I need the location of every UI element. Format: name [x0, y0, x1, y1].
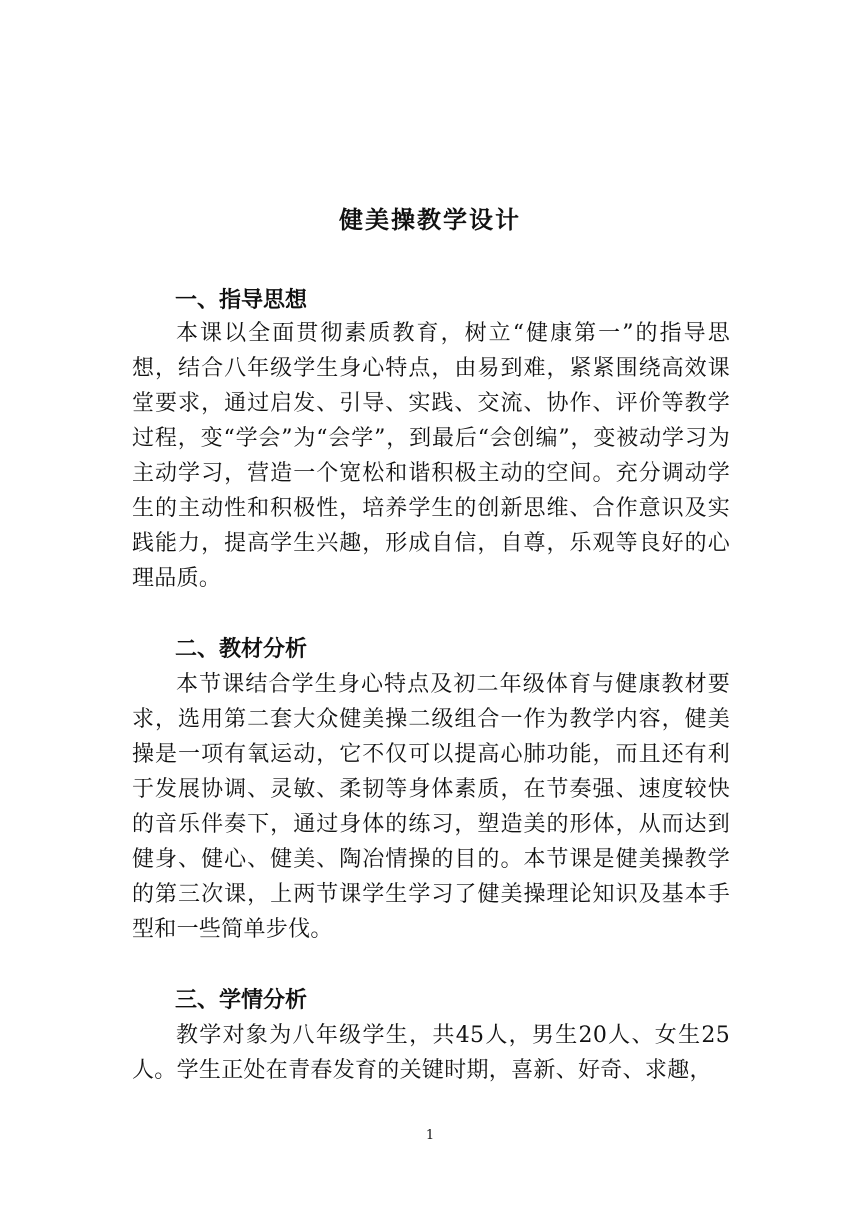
- section-heading-student-analysis: 三、学情分析: [175, 988, 308, 1013]
- section-heading-guiding-ideology: 一、指导思想: [175, 288, 308, 313]
- document-title: 健美操教学设计: [339, 206, 521, 234]
- section-paragraph-material-analysis: 本节课结合学生身心特点及初二年级体育与健康教材要求，选用第二套大众健美操二级组合一作为教学内容，健美操是一项有氧运动，它不仅可以提高心肺功能，而且还有利于发展协调、灵敏、柔韧等身体素质，在节奏强、速度较快的音乐伴奏下，通过身体的练习，塑造美的形体，从而达到健身、健心、健美、陶冶情操的目的。本节课是健美操教学的第三次课，上两节课学生学习了健美操理论知识及基本手型和一些简单步伐。: [132, 672, 730, 942]
- page-number: 1: [425, 1128, 435, 1143]
- section-paragraph-student-analysis: 教学对象为八年级学生，共45人，男生20人、女生25人。学生正处在青春发育的关键时期，喜新、好奇、求趣，: [132, 1023, 730, 1083]
- section-heading-material-analysis: 二、教材分析: [175, 637, 308, 662]
- section-paragraph-guiding-ideology: 本课以全面贯彻素质教育，树立“健康第一”的指导思想，结合八年级学生身心特点，由易到难，紧紧围绕高效课堂要求，通过启发、引导、实践、交流、协作、评价等教学过程，变“学会”为“会学”，到最后“会创编”，变被动学习为主动学习，营造一个宽松和谐积极主动的空间。充分调动学生的主动性和积极性，培养学生的创新思维、合作意识及实践能力，提高学生兴趣，形成自信，自尊，乐观等良好的心理品质。: [132, 321, 730, 591]
